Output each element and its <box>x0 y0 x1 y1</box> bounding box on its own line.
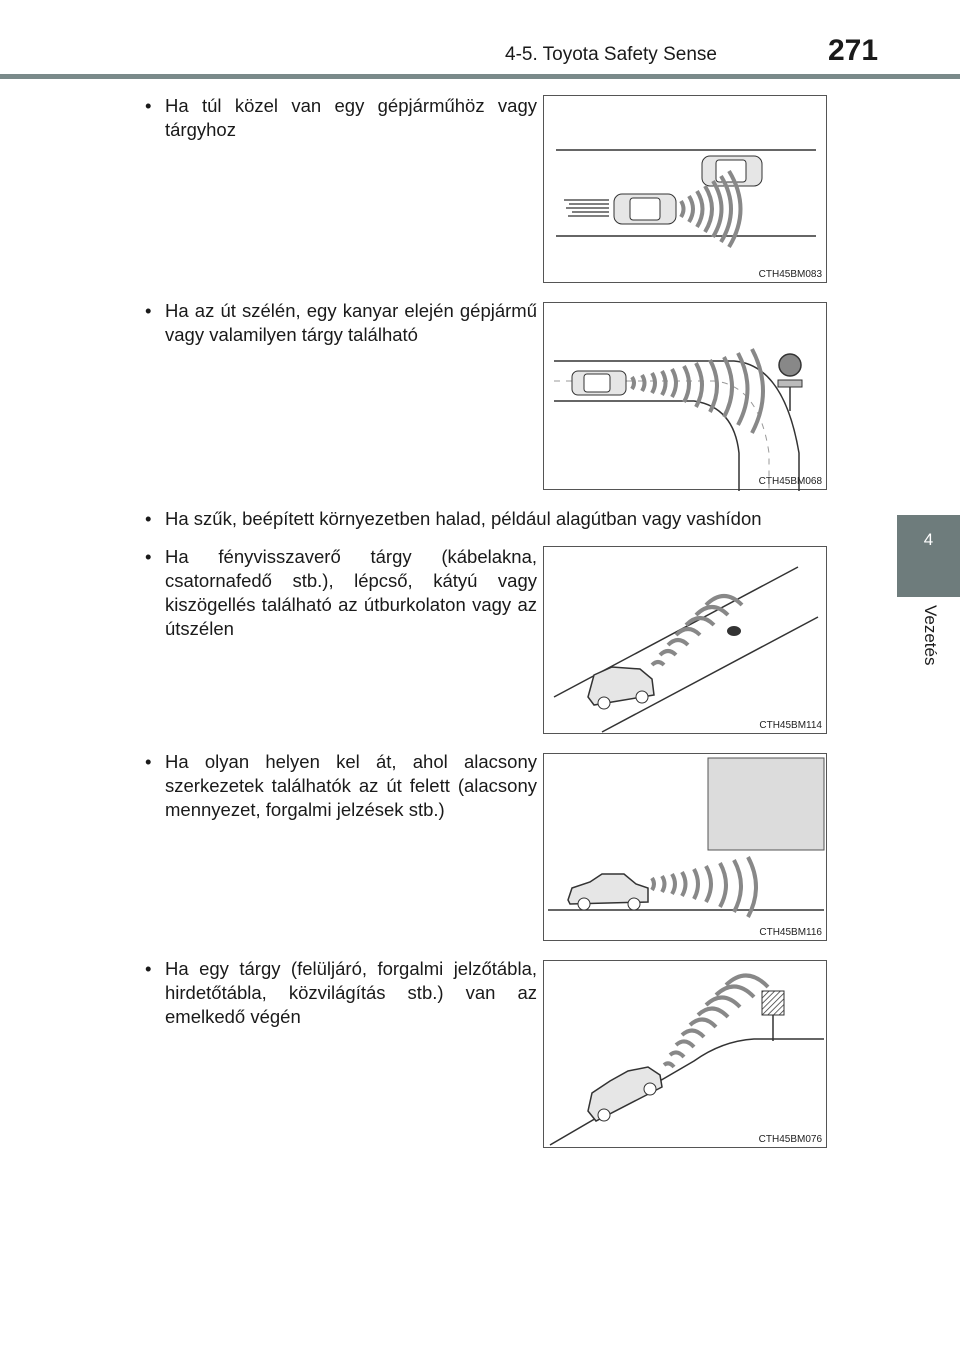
figure-illustration <box>544 961 828 1149</box>
figure-illustration <box>544 754 828 942</box>
figure-reflective-object <box>543 546 827 734</box>
chapter-tab <box>897 515 960 597</box>
bullet-item <box>145 750 537 822</box>
bullet-item <box>145 507 885 531</box>
bullet-symbol: • <box>145 300 152 321</box>
figure-code: CTH45BM116 <box>759 927 822 938</box>
figure-illustration <box>544 96 828 284</box>
figure-slope-object <box>543 960 827 1148</box>
bullet-item <box>145 545 537 641</box>
bullet-text: Ha olyan helyen kel át, ahol alacsony szerkezetek találhatók az út felett (alacsony mennyezet, forgalmi jelzések stb.) <box>165 751 537 820</box>
figure-code: CTH45BM076 <box>758 1134 822 1145</box>
bullet-item <box>145 299 537 347</box>
bullet-text: Ha az út szélén, egy kanyar elején gépjármű vagy valamilyen tárgy található <box>165 300 537 345</box>
bullet-text: Ha egy tárgy (felüljáró, forgalmi jelzőtábla, hirdetőtábla, közvilágítás stb.) van az emelkedő végén <box>165 958 537 1027</box>
figure-code: CTH45BM068 <box>758 476 822 487</box>
bullet-symbol: • <box>145 508 152 529</box>
figure-low-structure <box>543 753 827 941</box>
chapter-number: 4 <box>923 530 934 549</box>
bullet-text: Ha fényvisszaverő tárgy (kábelakna, csatornafedő stb.), lépcső, kátyú vagy kiszögellés található az útburkolaton vagy az útszélen <box>165 546 537 639</box>
bullet-symbol: • <box>145 751 152 772</box>
bullet-text: Ha túl közel van egy gépjárműhöz vagy tárgyhoz <box>165 95 537 140</box>
bullet-symbol: • <box>145 546 152 567</box>
figure-illustration <box>544 303 828 491</box>
figure-curve <box>543 302 827 490</box>
figure-code: CTH45BM083 <box>758 269 822 280</box>
page-number: 271 <box>828 34 879 67</box>
bullet-text: Ha szűk, beépített környezetben halad, például alagútban vagy vashídon <box>165 508 762 529</box>
figure-illustration <box>544 547 828 735</box>
header-rule <box>0 74 960 79</box>
bullet-symbol: • <box>145 958 152 979</box>
section-title: 4-5. Toyota Safety Sense <box>505 44 717 65</box>
figure-close-vehicle <box>543 95 827 283</box>
figure-code: CTH45BM114 <box>759 720 822 731</box>
bullet-item <box>145 94 537 142</box>
chapter-label: Vezetés <box>921 605 940 666</box>
bullet-symbol: • <box>145 95 152 116</box>
bullet-item <box>145 957 537 1029</box>
